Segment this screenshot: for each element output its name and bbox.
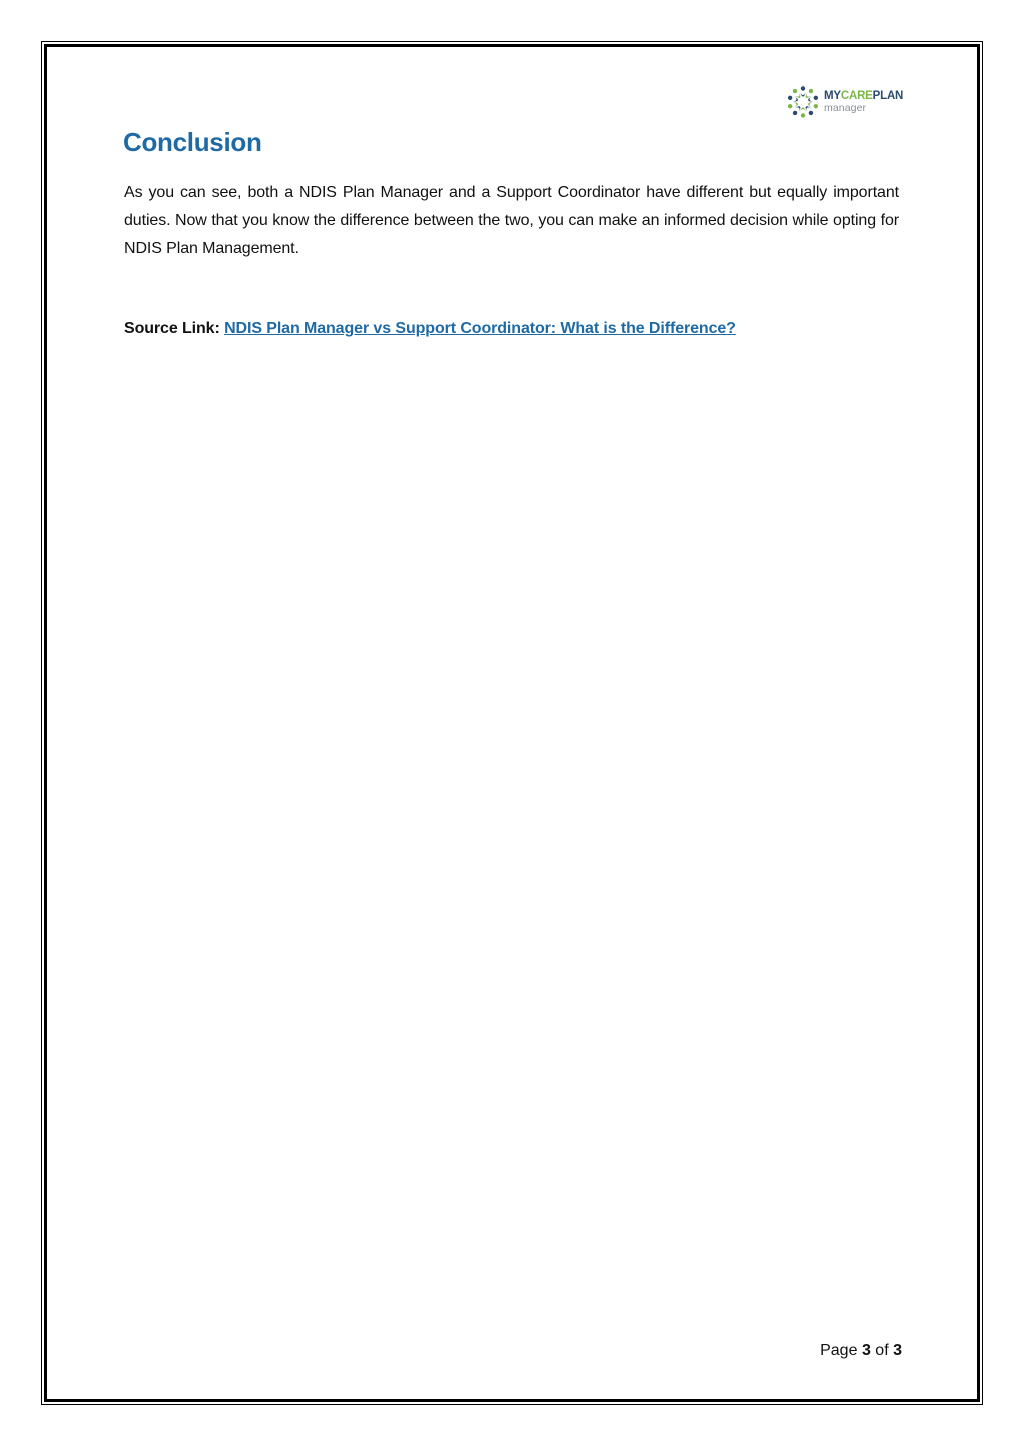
source-link[interactable]: NDIS Plan Manager vs Support Coordinator: What is the Difference? bbox=[224, 320, 736, 337]
logo-figure bbox=[787, 94, 799, 103]
logo-figure bbox=[804, 105, 815, 117]
page-number bbox=[820, 1342, 902, 1360]
page-prefix: Page bbox=[820, 1342, 858, 1359]
logo-text bbox=[824, 91, 903, 113]
logo-figure-head bbox=[813, 95, 819, 101]
logo-care: CARE bbox=[840, 90, 873, 102]
logo-figure-head bbox=[801, 86, 805, 90]
source-line bbox=[124, 317, 736, 341]
logo-figure-body bbox=[795, 105, 802, 112]
page-of: of bbox=[875, 1342, 889, 1359]
logo-figure-body bbox=[800, 92, 806, 97]
logo-figure bbox=[804, 88, 815, 100]
logo-figure bbox=[800, 86, 806, 96]
logo-figure-head bbox=[792, 110, 798, 116]
logo-figure-head bbox=[813, 103, 819, 109]
logo-figure-body bbox=[800, 108, 806, 113]
mycareplan-logo bbox=[786, 84, 903, 120]
logo-figure bbox=[800, 108, 806, 118]
logo-figure-head bbox=[792, 88, 798, 94]
logo-figure bbox=[807, 94, 819, 103]
logo-figure bbox=[791, 88, 802, 100]
conclusion-paragraph: As you can see, both a NDIS Plan Manager and a Support Coordinator have different but equally important duties. Now that you know the difference between the two, you can make an informed decision while opting for NDIS Plan Management. bbox=[124, 184, 899, 257]
logo-figure-head bbox=[787, 95, 793, 101]
logo-figure-head bbox=[787, 103, 793, 109]
logo-subtitle: manager bbox=[824, 101, 867, 114]
logo-my: MY bbox=[824, 90, 841, 102]
logo-figure-head bbox=[808, 110, 814, 116]
logo-figure-head bbox=[801, 113, 805, 117]
logo-figure-body bbox=[804, 105, 811, 112]
logo-figure-body bbox=[804, 92, 811, 99]
logo-figure bbox=[807, 101, 819, 110]
page-total: 3 bbox=[893, 1342, 902, 1359]
logo-plan: PLAN bbox=[872, 90, 904, 102]
page-current: 3 bbox=[861, 1342, 871, 1359]
logo-figure bbox=[791, 105, 802, 117]
logo-star-icon bbox=[786, 85, 820, 119]
source-label: Source Link: bbox=[124, 320, 220, 337]
logo-wordmark bbox=[824, 91, 903, 103]
page-title: Conclusion bbox=[123, 127, 262, 157]
logo-figure-body bbox=[795, 92, 802, 99]
logo-figure bbox=[787, 101, 799, 110]
logo-figure-head bbox=[808, 88, 814, 94]
